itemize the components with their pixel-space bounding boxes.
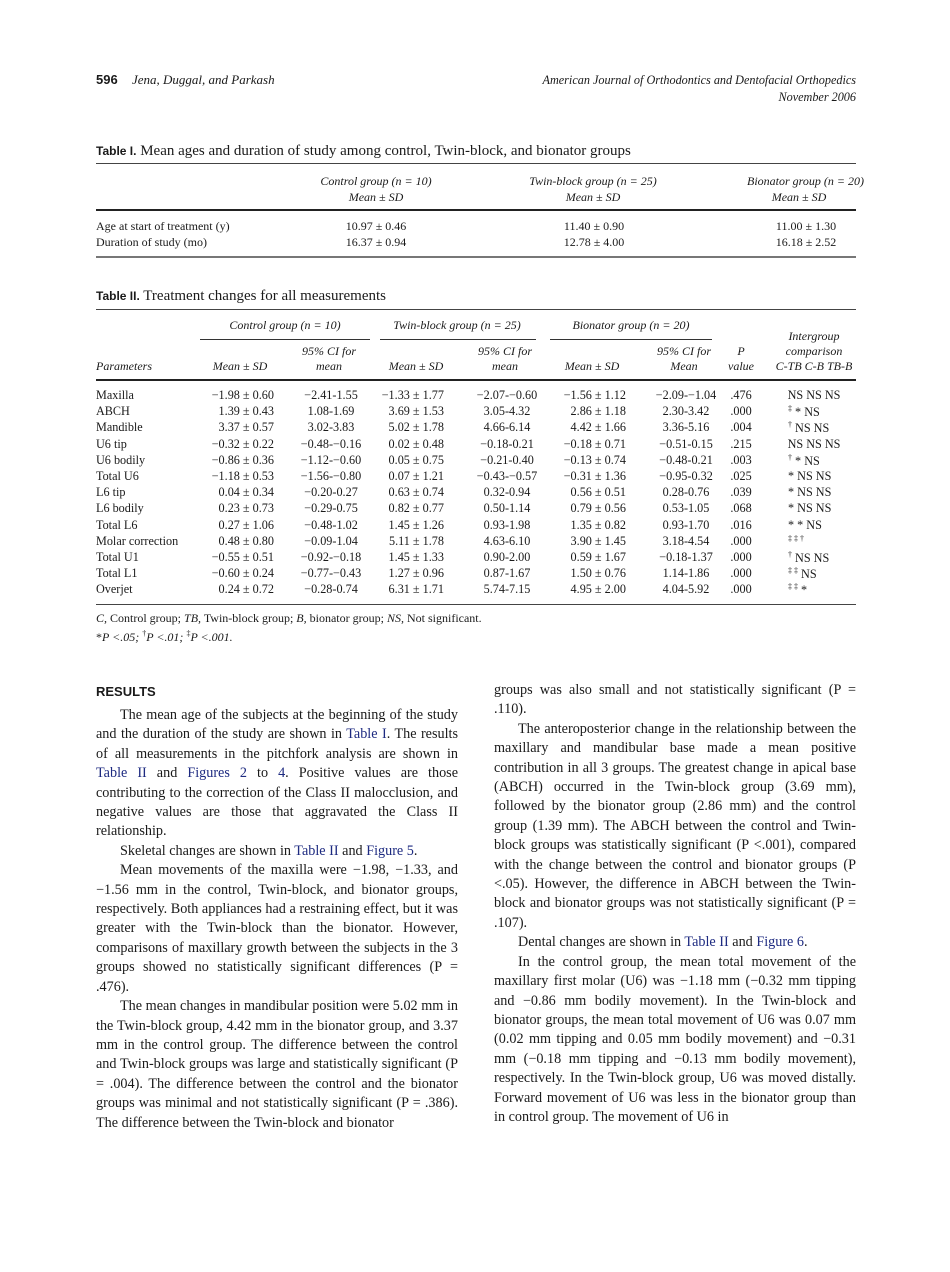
intergroup-text: NS NS NS [787, 388, 841, 402]
table2-caption-text: Treatment changes for all measurements [143, 288, 386, 304]
param-cell: Mandible [96, 420, 143, 435]
control-mean-cell: −0.60 ± 0.24 [211, 566, 274, 581]
twinblock-ci-cell: 0.32-0.94 [483, 485, 531, 500]
text: and [338, 842, 367, 859]
bionator-ci-cell: 0.28-0.76 [662, 485, 710, 500]
intergroup-cell [788, 453, 820, 469]
table1-label: Table I. [96, 144, 137, 158]
p-value-cell: .003 [730, 452, 752, 467]
table2-footnote-abbrev [96, 610, 482, 626]
group-underline [550, 339, 712, 340]
issue-date: November 2006 [778, 90, 856, 104]
param-cell: Total U6 [96, 469, 139, 483]
text: . Positive values are those contributing to the correction of the Class II malocclusion, and negative values are those that aggravated the Class II relationship. [96, 765, 458, 840]
header-p-value [724, 344, 758, 374]
col-stat-label: Mean ± SD [771, 190, 827, 204]
param-cell: U6 bodily [96, 452, 146, 467]
twinblock-mean-cell: 1.45 ± 1.33 [388, 550, 444, 564]
left-column [96, 706, 458, 1133]
control-mean-cell: −0.86 ± 0.36 [211, 452, 274, 467]
col-group-label: Bionator group (n = 20) [747, 174, 864, 188]
col-stat-label: Mean ± SD [565, 190, 621, 204]
header-ci [286, 344, 372, 374]
twinblock-ci-cell: 0.50-1.14 [483, 501, 531, 516]
abbr-def: Not significant. [403, 611, 482, 625]
intergroup-cell [788, 566, 817, 582]
twinblock-mean-cell: 1.45 ± 1.26 [388, 517, 444, 532]
paragraph: The mean changes in mandibular position were 5.02 mm in the Twin-block group, 4.42 mm in the bionator group, and 3.37 mm in the control group. The difference between the control and Twin-block groups was large and statistically significant (P = .004). The difference between the control and the bionator groups was minimal and not statistically significant (P = .386). The difference between the Twin-block and bionator [96, 998, 458, 1131]
p-value-cell: .039 [730, 485, 752, 500]
table1-cell: 11.00 ± 1.30 [775, 219, 837, 233]
abbr-def: Control group; [107, 611, 185, 625]
table-row [96, 404, 856, 420]
abbr: C, [96, 611, 108, 625]
header-mean-sd: Mean ± SD [564, 359, 620, 373]
twinblock-ci-cell: −0.18-0.21 [480, 436, 534, 451]
abbr: TB, [184, 611, 202, 625]
bionator-mean-cell: 0.59 ± 1.67 [570, 550, 626, 564]
param-cell: L6 bodily [96, 501, 144, 516]
journal-title: American Journal of Orthodontics and Dentofacial Orthopedics [542, 73, 856, 87]
table1-cell: 16.18 ± 2.52 [775, 235, 837, 249]
text: . The results of all measurements in the pitchfork analysis are shown in [96, 726, 458, 762]
text: and [728, 934, 757, 951]
control-ci-cell: −0.48-−0.16 [300, 436, 362, 451]
paragraph: Mean movements of the maxilla were −1.98, −1.33, and −1.56 mm in the control, Twin-block, and bionator groups, respectively. Both appliances had a restraining effect, but it was greater with the Twin-block than the bionator. However, comparisons of maxillary growth between the subjects in the 3 groups showed no statistically significant differences (P = .476). [96, 862, 458, 995]
control-ci-cell: −1.12-−0.60 [300, 452, 362, 467]
ig-line3: C-TB C-B TB-B [775, 359, 853, 373]
bionator-ci-cell: −0.51-0.15 [659, 436, 713, 451]
table1-caption-text: Mean ages and duration of study among control, Twin-block, and bionator groups [140, 143, 631, 159]
twinblock-ci-cell: 0.93-1.98 [483, 517, 531, 532]
sig-symbol: * [96, 630, 102, 644]
table-row [96, 485, 856, 501]
col-group-label: Twin-block group (n = 25) [529, 174, 657, 188]
control-mean-cell: 0.23 ± 0.73 [218, 501, 274, 516]
bionator-mean-cell: 3.90 ± 1.45 [570, 533, 626, 548]
bionator-mean-cell: 4.95 ± 2.00 [570, 582, 626, 597]
control-ci-cell: −0.92-−0.18 [300, 550, 362, 564]
abbr: NS, [386, 611, 404, 625]
param-cell: L6 tip [96, 485, 126, 500]
ci-line1: 95% CI for [302, 344, 356, 358]
table2-label: Table II. [96, 289, 140, 303]
p-value-cell: .000 [730, 404, 752, 419]
table2-group-bionator: Bionator group (n = 20) [572, 318, 690, 332]
text: Skeletal changes are shown in [120, 842, 295, 859]
bionator-ci-cell: −0.48-0.21 [659, 452, 713, 467]
table2-group-twinblock: Twin-block group (n = 25) [393, 318, 521, 332]
intergroup-text: NS [798, 567, 817, 582]
control-ci-cell: −1.56-−0.80 [300, 469, 362, 483]
intergroup-text: * [798, 583, 808, 598]
control-ci-cell: −0.09-1.04 [304, 533, 358, 548]
intergroup-text: NS NS NS [787, 436, 841, 451]
p-value-cell: .000 [730, 566, 752, 581]
table-row [96, 501, 856, 517]
bionator-mean-cell: 0.56 ± 0.51 [570, 485, 626, 500]
figure4-link[interactable]: 4 [278, 765, 286, 782]
bionator-mean-cell: −0.18 ± 0.71 [563, 436, 626, 451]
table2-top-rule [96, 309, 856, 310]
param-cell: Overjet [96, 582, 133, 597]
intergroup-cell [788, 501, 831, 516]
text: . [413, 842, 418, 859]
table2-footnote-significance [96, 626, 233, 645]
header-ci [638, 344, 730, 374]
twinblock-mean-cell: 3.69 ± 1.53 [388, 404, 444, 419]
header-ci [462, 344, 548, 374]
intergroup-cell [788, 534, 804, 550]
significance-marker: ‡ [788, 404, 792, 414]
param-cell: U6 tip [96, 436, 127, 451]
p-value-cell: .476 [730, 388, 752, 402]
table1-top-rule [96, 163, 856, 164]
table-row [96, 550, 856, 566]
p-value-cell: .000 [730, 533, 752, 548]
bionator-ci-cell: 2.30-3.42 [662, 404, 710, 419]
twinblock-mean-cell: 0.05 ± 0.75 [388, 452, 444, 467]
intergroup-text: * * NS [788, 517, 822, 532]
page-number: 596 [96, 72, 118, 87]
sig-text: P <.001. [190, 630, 233, 644]
table-row [96, 437, 856, 453]
twinblock-ci-cell: 4.66-6.14 [483, 420, 531, 435]
ci-line2: Mean [670, 359, 698, 373]
control-mean-cell: 0.24 ± 0.72 [218, 582, 274, 597]
p-value-cell: .025 [730, 469, 752, 483]
text: . [804, 934, 808, 951]
twinblock-mean-cell: 5.02 ± 1.78 [388, 420, 444, 435]
twinblock-ci-cell: 3.05-4.32 [483, 404, 531, 419]
ci-line1: 95% CI for [478, 344, 532, 358]
twinblock-ci-cell: 4.63-6.10 [483, 533, 531, 548]
table1-row-label: Duration of study (mo) [96, 235, 207, 249]
abbr-def: bionator group; [306, 611, 387, 625]
col-stat-label: Mean ± SD [348, 190, 404, 204]
table1-cell: 11.40 ± 0.90 [563, 219, 625, 233]
table-row [96, 388, 856, 404]
twinblock-mean-cell: 0.07 ± 1.21 [388, 469, 444, 483]
p-value-cell: .004 [730, 420, 752, 435]
bionator-mean-cell: 2.86 ± 1.18 [570, 404, 626, 419]
control-mean-cell: 0.27 ± 1.06 [218, 517, 274, 532]
paragraph [494, 933, 856, 952]
table-row [96, 582, 856, 598]
intergroup-cell [788, 420, 829, 436]
significance-marker: † [788, 452, 792, 462]
ig-line1: Intergroup [788, 329, 840, 343]
p-value-cell: .016 [730, 517, 752, 532]
control-ci-cell: −0.29-0.75 [304, 501, 358, 516]
table1-cell: 12.78 ± 4.00 [563, 235, 625, 249]
p-line1: P [737, 344, 745, 358]
bionator-ci-cell: −0.18-1.37 [659, 550, 713, 564]
bionator-mean-cell: −0.13 ± 0.74 [563, 452, 626, 467]
table1-col-control [286, 173, 466, 205]
control-mean-cell: −1.98 ± 0.60 [211, 388, 274, 402]
sig-text: P <.05; [102, 630, 143, 644]
header-parameters: Parameters [96, 359, 152, 373]
intergroup-text: * NS [792, 405, 820, 420]
twinblock-ci-cell: −2.07-−0.60 [476, 388, 538, 402]
p-value-cell: .000 [730, 582, 752, 597]
control-mean-cell: −1.18 ± 0.53 [211, 469, 274, 483]
paragraph [96, 706, 458, 842]
significance-marker: † [788, 420, 792, 430]
table1-row-label: Age at start of treatment (y) [96, 219, 230, 233]
abbr-def: Twin-block group; [201, 611, 297, 625]
control-ci-cell: −0.28-0.74 [304, 582, 358, 597]
bionator-ci-cell: −0.95-0.32 [659, 469, 713, 483]
intergroup-text: * NS NS [788, 485, 832, 500]
control-mean-cell: 0.04 ± 0.34 [218, 485, 274, 500]
table1-cell: 10.97 ± 0.46 [345, 219, 407, 233]
twinblock-ci-cell: 0.87-1.67 [483, 566, 531, 581]
significance-marker: ‡ ‡ [788, 582, 798, 592]
param-cell: ABCH [96, 404, 130, 419]
group-underline [200, 339, 370, 340]
bionator-mean-cell: 0.79 ± 0.56 [570, 501, 626, 516]
control-ci-cell: 3.02-3.83 [307, 420, 355, 435]
bionator-ci-cell: 3.36-5.16 [662, 420, 710, 435]
bionator-ci-cell: 3.18-4.54 [662, 533, 710, 548]
intergroup-cell [788, 582, 807, 598]
control-mean-cell: −0.55 ± 0.51 [211, 550, 274, 564]
header-mean-sd: Mean ± SD [212, 359, 268, 373]
twinblock-mean-cell: 5.11 ± 1.78 [389, 533, 444, 548]
figure5-link[interactable]: Figure 5 [366, 842, 414, 859]
bionator-ci-cell: 1.14-1.86 [662, 566, 710, 581]
table-row [96, 469, 856, 485]
text: Dental changes are shown in [518, 934, 685, 951]
table2-link[interactable]: Table II [96, 765, 147, 782]
journal-info [543, 72, 856, 106]
control-ci-cell: −0.20-0.27 [304, 485, 358, 500]
paragraph: groups was also small and not statistically significant (P = .110). [494, 682, 856, 718]
p-value-cell: .068 [730, 501, 752, 516]
table-row [96, 566, 856, 582]
table-row [96, 420, 856, 436]
control-ci-cell: −2.41-1.55 [304, 388, 358, 402]
intergroup-cell [788, 485, 831, 500]
bionator-mean-cell: 1.50 ± 0.76 [570, 566, 626, 581]
figure6-link[interactable]: Figure 6 [756, 934, 804, 951]
intergroup-text: NS NS [792, 551, 830, 566]
param-cell: Molar correction [96, 533, 179, 548]
sig-symbol: † [142, 629, 147, 638]
twinblock-mean-cell: 6.31 ± 1.71 [388, 582, 444, 597]
p-value-cell: .000 [730, 550, 752, 564]
text: The mean age of the subjects at the beginning of the study and the duration of the study are shown in [96, 707, 458, 743]
table-row [96, 534, 856, 550]
ci-line2: mean [492, 359, 518, 373]
control-mean-cell: 0.48 ± 0.80 [218, 533, 274, 548]
intergroup-cell [788, 469, 831, 484]
table1-col-bionator [714, 173, 864, 205]
p-line2: value [728, 359, 754, 373]
table1-link[interactable]: Table I [346, 726, 387, 743]
running-header [96, 72, 856, 112]
twinblock-mean-cell: 0.82 ± 0.77 [388, 501, 444, 516]
text: to [246, 765, 279, 782]
significance-marker: ‡ ‡ [788, 566, 798, 576]
table1-col-twinblock [498, 173, 688, 205]
param-cell: Maxilla [96, 388, 134, 402]
bionator-mean-cell: −1.56 ± 1.12 [563, 388, 626, 402]
table2-link[interactable]: Table II [294, 842, 339, 859]
control-mean-cell: 3.37 ± 0.57 [218, 420, 274, 435]
param-cell: Total L1 [96, 566, 138, 581]
control-ci-cell: −0.77-−0.43 [300, 566, 362, 581]
twinblock-ci-cell: −0.21-0.40 [480, 452, 534, 467]
twinblock-ci-cell: −0.43-−0.57 [476, 469, 538, 483]
table1-caption [96, 143, 631, 160]
intergroup-text: * NS NS [788, 469, 832, 483]
control-ci-cell: −0.48-1.02 [304, 517, 358, 532]
twinblock-ci-cell: 0.90-2.00 [483, 550, 531, 564]
intergroup-text: * NS [792, 453, 820, 468]
twinblock-mean-cell: −1.33 ± 1.77 [381, 388, 444, 402]
intergroup-cell [788, 404, 820, 420]
ci-line1: 95% CI for [657, 344, 711, 358]
param-cell: Total U1 [96, 550, 139, 564]
table2-group-control: Control group (n = 10) [229, 318, 341, 332]
table-row [96, 453, 856, 469]
bionator-ci-cell: 0.93-1.70 [662, 517, 710, 532]
bionator-ci-cell: −2.09-−1.04 [655, 388, 717, 402]
bionator-mean-cell: −0.31 ± 1.36 [563, 469, 626, 483]
paragraph [96, 842, 458, 861]
table1-cell: 16.37 ± 0.94 [345, 235, 407, 249]
table-row [96, 518, 856, 534]
twinblock-mean-cell: 0.63 ± 0.74 [388, 485, 444, 500]
twinblock-ci-cell: 5.74-7.15 [483, 582, 531, 597]
group-underline [380, 339, 536, 340]
intergroup-cell [772, 388, 856, 403]
p-value-cell: .215 [730, 436, 752, 451]
results-heading: RESULTS [96, 684, 156, 699]
right-column [494, 681, 856, 1127]
control-ci-cell: 1.08-1.69 [307, 404, 355, 419]
table1-bottom-rule [96, 256, 856, 258]
intergroup-text: * NS NS [788, 501, 832, 516]
table2-bottom-rule [96, 604, 856, 605]
bionator-mean-cell: 4.42 ± 1.66 [570, 420, 626, 435]
table2-header-rule [96, 379, 856, 381]
intergroup-cell [788, 518, 822, 533]
col-group-label: Control group (n = 10) [320, 174, 432, 188]
header-mean-sd: Mean ± SD [388, 359, 444, 373]
ci-line2: mean [316, 359, 342, 373]
sig-text: P <.01; [146, 630, 187, 644]
bionator-ci-cell: 0.53-1.05 [662, 501, 710, 516]
param-cell: Total L6 [96, 517, 138, 532]
twinblock-mean-cell: 0.02 ± 0.48 [388, 436, 444, 451]
paragraph: The anteroposterior change in the relationship between the maxillary and mandibular base made a mean positive contribution in all 3 groups. The greatest change in apical base (ABCH) occurred in the Twin-block group (3.69 mm), followed by the bionator group (2.86 mm) and the control group (1.39 mm). The ABCH between the control and Twin-block groups was statistically significant (P <.001), compared with the change between the control and bionator groups (P <.05). However, the difference in ABCH between the Twin-block and bionator groups was not statistically significant (P = .107). [494, 720, 856, 931]
control-mean-cell: −0.32 ± 0.22 [211, 436, 274, 451]
ig-line2: comparison [785, 344, 843, 358]
bionator-mean-cell: 1.35 ± 0.82 [570, 517, 626, 532]
intergroup-cell [772, 437, 856, 452]
intergroup-cell [788, 550, 829, 566]
significance-marker: † [788, 550, 792, 559]
table1-header-rule [96, 209, 856, 211]
table2-link[interactable]: Table II [684, 934, 729, 951]
header-intergroup [764, 329, 864, 374]
figure2-link[interactable]: Figures 2 [187, 765, 247, 782]
table2-caption [96, 288, 386, 305]
intergroup-text: NS NS [792, 421, 830, 436]
abbr: B, [296, 611, 307, 625]
control-mean-cell: 1.39 ± 0.43 [218, 404, 274, 419]
authors: Jena, Duggal, and Parkash [132, 72, 275, 87]
twinblock-mean-cell: 1.27 ± 0.96 [388, 566, 444, 581]
paragraph: In the control group, the mean total movement of the maxillary first molar (U6) was −1.18 mm (−0.32 mm tipping and −0.86 mm bodily movement). In the Twin-block and bionator groups, the mean total movement of U6 was 0.07 mm (0.02 mm tipping and 0.05 mm bodily movement) and −0.31 mm (−0.18 mm tipping and −0.13 mm bodily movement), respectively. In the Twin-block group, U6 was moved distally. Forward movement of U6 was less in the bionator group than in control group. The movement of U6 in [494, 953, 856, 1125]
sig-symbol: ‡ [186, 629, 191, 638]
bionator-ci-cell: 4.04-5.92 [662, 582, 710, 597]
significance-marker: ‡ ‡ † [788, 533, 804, 543]
text: and [146, 765, 188, 782]
